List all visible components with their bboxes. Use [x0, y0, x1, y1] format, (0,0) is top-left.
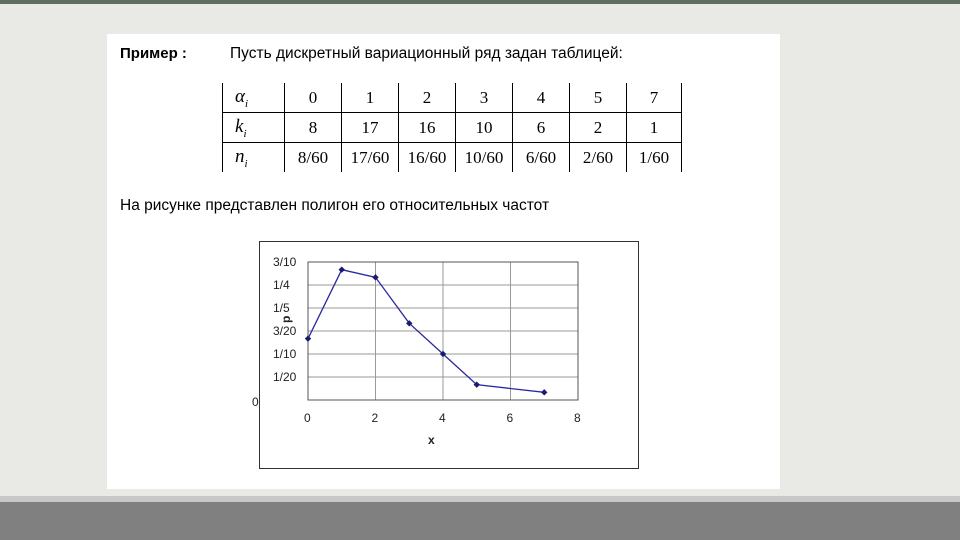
chart-svg [252, 242, 640, 470]
x-tick-label: 2 [371, 411, 379, 425]
intro-line [120, 45, 623, 63]
table-cell: 10/60 [456, 143, 513, 173]
table-cell: 1 [342, 83, 399, 113]
y-tick-label: 1/20 [273, 370, 297, 384]
top-accent-bar [0, 0, 960, 4]
x-axis-label: x [428, 433, 435, 447]
x-tick-label: 8 [574, 411, 581, 425]
table-cell: 1 [627, 113, 682, 143]
table-cell: 3 [456, 83, 513, 113]
table-row-counts [223, 113, 682, 143]
figure-caption: На рисунке представлен полигон его относительных частот [120, 197, 550, 214]
y-tick-label: 3/10 [273, 255, 297, 269]
bottom-bar [0, 502, 960, 540]
x-tick-label: 4 [439, 411, 446, 425]
x-tick-label: 0 [304, 411, 311, 425]
data-point-marker [541, 389, 547, 395]
table-cell: 7 [627, 83, 682, 113]
table-cell: 8/60 [285, 143, 342, 173]
y-tick-label: 3/20 [273, 324, 297, 338]
x-tick-label: 6 [506, 411, 514, 425]
row-header-n: $n_i$ [223, 143, 285, 173]
data-point-marker [305, 335, 311, 341]
table-cell: 2 [570, 113, 627, 143]
table-row-values [223, 83, 682, 113]
table-cell: 0 [285, 83, 342, 113]
table-cell: 2/60 [570, 143, 627, 173]
table-cell: 4 [513, 83, 570, 113]
table-cell: 8 [285, 113, 342, 143]
table-cell: 6/60 [513, 143, 570, 173]
table-cell: 17/60 [342, 143, 399, 173]
data-point-marker [339, 266, 345, 272]
table-cell: 6 [513, 113, 570, 143]
y-tick-label: 1/10 [273, 347, 297, 361]
example-label: Пример : [120, 45, 187, 62]
y-tick-label: 1/4 [273, 278, 290, 292]
row-header-alpha: $\alpha_i$ [223, 83, 285, 113]
y-tick-label: 0 [252, 395, 259, 409]
row-header-k: $k_i$ [223, 113, 285, 143]
table-row-frequencies [223, 143, 682, 173]
table-cell: 2 [399, 83, 456, 113]
table-cell: 16 [399, 113, 456, 143]
table-cell: 16/60 [399, 143, 456, 173]
table-cell: 5 [570, 83, 627, 113]
y-axis-label: p [279, 315, 293, 323]
table-cell: 10 [456, 113, 513, 143]
slide [107, 34, 780, 489]
distribution-table [222, 83, 682, 172]
y-tick-label: 1/5 [273, 301, 290, 315]
frequency-polygon-chart [252, 241, 639, 469]
intro-text: Пусть дискретный вариационный ряд задан таблицей: [230, 45, 623, 62]
table-cell: 17 [342, 113, 399, 143]
table-cell: 1/60 [627, 143, 682, 173]
